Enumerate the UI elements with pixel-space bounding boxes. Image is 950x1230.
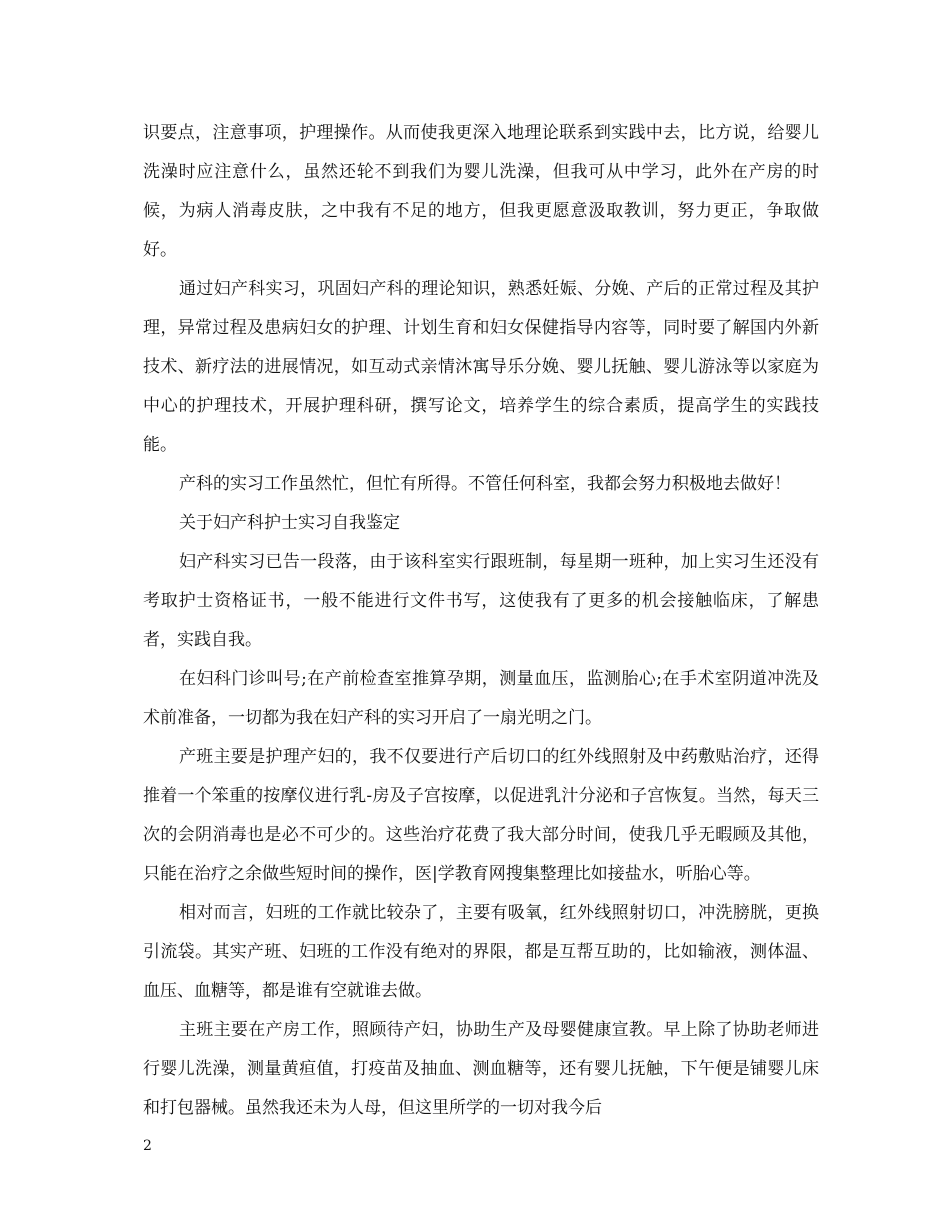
paragraph-1: 识要点，注意事项，护理操作。从而使我更深入地理论联系到实践中去，比方说，给婴儿洗澡时应注意什么，虽然还轮不到我们为婴儿洗澡，但我可从中学习，此外在产房的时候，为病人消毒皮肤，之中我有不足的地方，但我更愿意汲取教训，努力更正，争取做好。 <box>143 123 819 260</box>
paragraph-8: 主班主要在产房工作，照顾待产妇，协助生产及母婴健康宣教。早上除了协助老师进行婴儿洗澡，测量黄疸值，打疫苗及抽血、测血糖等，还有婴儿抚触，下午便是铺婴儿床和打包器械。虽然我还未为人母，但这里所学的一切对我今后 <box>143 1020 819 1118</box>
paragraph-7: 相对而言，妇班的工作就比较杂了，主要有吸氧，红外线照射切口，冲洗膀胱，更换引流袋。其实产班、妇班的工作没有绝对的界限，都是互帮互助的，比如输液，测体温、血压、血糖等，都是谁有空就谁去做。 <box>143 903 819 1001</box>
paragraph-6: 产班主要是护理产妇的，我不仅要进行产后切口的红外线照射及中药敷贴治疗，还得推着一个笨重的按摩仪进行乳-房及子宫按摩，以促进乳汁分泌和子宫恢复。当然，每天三次的会阴消毒也是必不可少的。这些治疗花费了我大部分时间，使我几乎无暇顾及其他，只能在治疗之余做些短时间的操作，医|学教育网搜集整理比如接盐水，听胎心等。 <box>143 747 819 884</box>
paragraph-4: 妇产科实习已告一段落，由于该科室实行跟班制，每星期一班种，加上实习生还没有考取护士资格证书，一般不能进行文件书写，这使我有了更多的机会接触临床，了解患者，实践自我。 <box>143 552 819 650</box>
paragraph-5: 在妇科门诊叫号;在产前检查室推算孕期，测量血压，监测胎心;在手术室阴道冲洗及术前准备，一切都为我在妇产科的实习开启了一扇光明之门。 <box>143 669 819 728</box>
page-number: 2 <box>143 1138 152 1154</box>
body-text <box>143 114 819 1128</box>
paragraph-3: 产科的实习工作虽然忙，但忙有所得。不管任何科室，我都会努力积极地去做好！ <box>179 474 791 494</box>
section-heading: 关于妇产科护士实习自我鉴定 <box>179 513 400 533</box>
paragraph-2: 通过妇产科实习，巩固妇产科的理论知识，熟悉妊娠、分娩、产后的正常过程及其护理，异常过程及患病妇女的护理、计划生育和妇女保健指导内容等，同时要了解国内外新技术、新疗法的进展情况，如互动式亲情沐寓导乐分娩、婴儿抚触、婴儿游泳等以家庭为中心的护理技术，开展护理科研，撰写论文，培养学生的综合素质，提高学生的实践技能。 <box>143 279 819 455</box>
